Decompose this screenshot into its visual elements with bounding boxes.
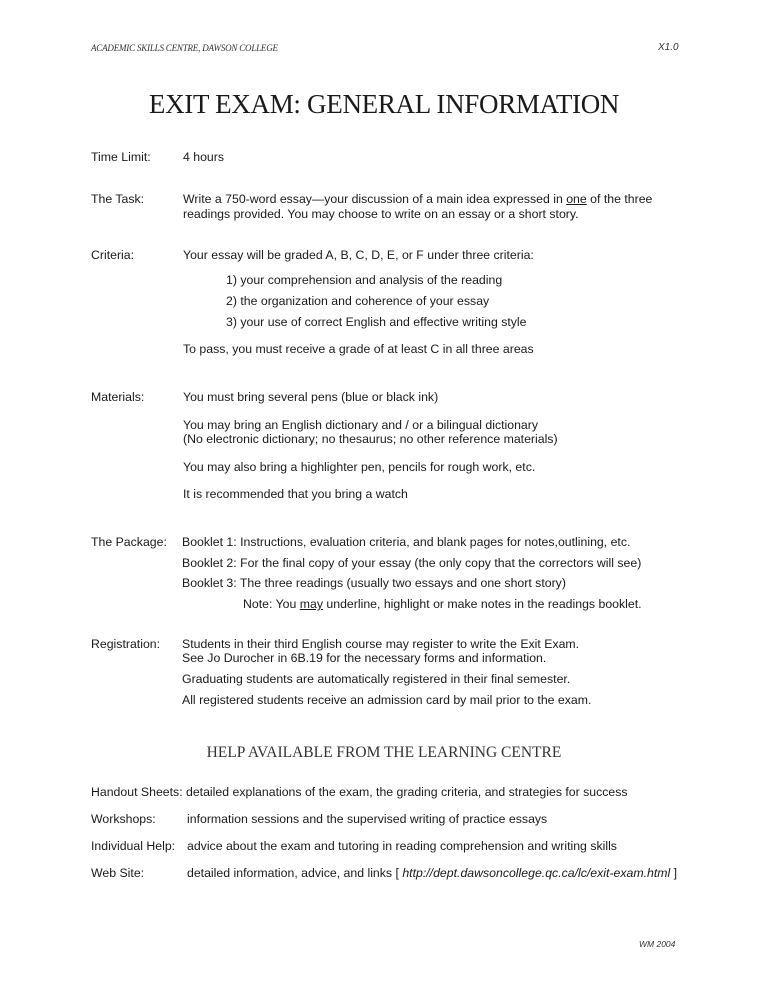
help-row-label: Handout Sheets: [91, 785, 183, 799]
task-line-2: readings provided. You may choose to write on an essay or a short story. [183, 207, 579, 221]
task-text: Write a 750-word essay—your discussion of a main idea expressed in [183, 192, 567, 206]
registration-label: Registration: [91, 637, 161, 651]
package-label: The Package: [91, 535, 167, 549]
materials-label: Materials: [91, 390, 145, 404]
footer-credit: WM 2004 [639, 939, 676, 949]
web-site-text: ] [670, 866, 678, 880]
criteria-item: 2) the organization and coherence of your essay [226, 294, 490, 308]
help-row-label: Individual Help: [91, 839, 176, 853]
criteria-pass-note: To pass, you must receive a grade of at least C in all three areas [183, 342, 534, 356]
header-institution: ACADEMIC SKILLS CENTRE, DAWSON COLLEGE [91, 43, 278, 53]
help-row-value: advice about the exam and tutoring in reading comprehension and writing skills [187, 839, 617, 853]
package-note [243, 597, 642, 611]
package-note-emphasis: may [299, 597, 323, 611]
materials-line: It is recommended that you bring a watch [183, 487, 408, 501]
help-row-value [187, 866, 677, 880]
web-site-link[interactable]: http://dept.dawsoncollege.qc.ca/lc/exit-exam.html [402, 866, 671, 880]
package-note-text: underline, highlight or make notes in the readings booklet. [323, 597, 642, 611]
materials-line: You must bring several pens (blue or black ink) [183, 390, 439, 404]
task-line-1 [183, 192, 652, 206]
help-row-label: Web Site: [91, 866, 145, 880]
web-site-text: detailed information, advice, and links [ [187, 866, 403, 880]
materials-line: (No electronic dictionary; no thesaurus; no other reference materials) [183, 432, 558, 446]
materials-line: You may bring an English dictionary and / or a bilingual dictionary [183, 418, 539, 432]
task-emphasis: one [566, 192, 587, 206]
help-row-value: detailed explanations of the exam, the grading criteria, and strategies for success [186, 785, 628, 799]
registration-line: All registered students receive an admission card by mail prior to the exam. [182, 693, 592, 707]
criteria-intro: Your essay will be graded A, B, C, D, E, or F under three criteria: [183, 248, 534, 262]
materials-line: You may also bring a highlighter pen, pencils for rough work, etc. [183, 460, 536, 474]
booklet-item: Booklet 3: The three readings (usually two essays and one short story) [182, 576, 566, 590]
page-title: EXIT EXAM: GENERAL INFORMATION [148, 89, 620, 119]
time-limit-value: 4 hours [183, 150, 225, 164]
help-row-value: information sessions and the supervised writing of practice essays [187, 812, 548, 826]
registration-line: See Jo Durocher in 6B.19 for the necessary forms and information. [182, 651, 547, 665]
registration-line: Students in their third English course may register to write the Exit Exam. [182, 637, 580, 651]
booklet-item: Booklet 1: Instructions, evaluation criteria, and blank pages for notes,outlining, etc. [182, 535, 631, 549]
task-label: The Task: [91, 192, 145, 206]
header-version: X1.0 [658, 42, 679, 53]
criteria-item: 3) your use of correct English and effective writing style [226, 315, 527, 329]
package-note-text: Note: You [243, 597, 300, 611]
help-row-label: Workshops: [91, 812, 156, 826]
help-section-title: HELP AVAILABLE FROM THE LEARNING CENTRE [206, 744, 562, 761]
registration-line: Graduating students are automatically registered in their final semester. [182, 672, 571, 686]
time-limit-label: Time Limit: [91, 150, 151, 164]
criteria-item: 1) your comprehension and analysis of the reading [226, 273, 503, 287]
task-text: of the three [586, 192, 653, 206]
booklet-item: Booklet 2: For the final copy of your essay (the only copy that the correctors will see) [182, 556, 642, 570]
criteria-label: Criteria: [91, 248, 135, 262]
